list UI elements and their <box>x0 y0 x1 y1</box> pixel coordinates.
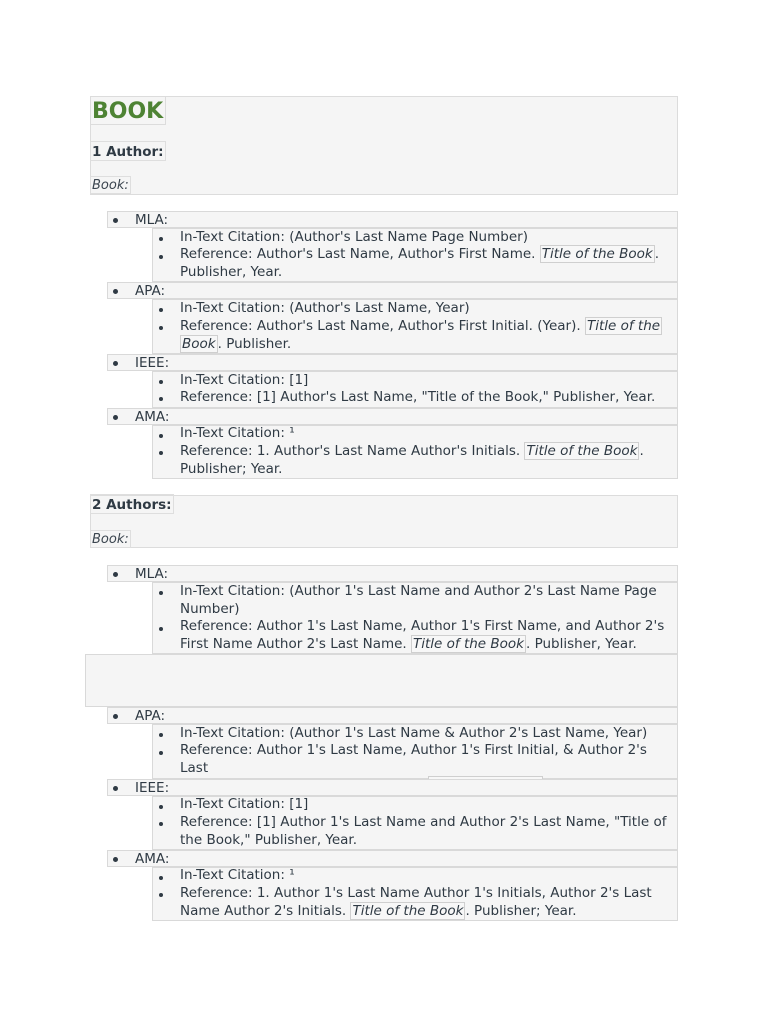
bullet-icon <box>159 237 163 241</box>
section2-mla-label: MLA: <box>135 566 169 582</box>
section1-ama-reference: Reference: 1. Author's Last Name Author's Initials. Title of the Book . Publisher; Year. <box>180 443 644 477</box>
bullet-icon <box>113 415 118 420</box>
bullet-icon <box>113 572 118 577</box>
section1-apa-reference: Reference: Author's Last Name, Author's First Initial. (Year). Title of the Book . Publisher. <box>180 318 661 352</box>
bullet-icon <box>159 822 163 826</box>
bullet-icon <box>113 857 118 862</box>
section1-mla-intext: In-Text Citation: (Author's Last Name Page Number) <box>180 229 528 245</box>
bullet-icon <box>159 397 163 401</box>
bullet-icon <box>159 434 163 438</box>
section2-header-box <box>90 495 678 548</box>
bullet-icon <box>159 893 163 897</box>
section1-header-box <box>90 96 678 195</box>
section2-mla-reference: Reference: Author 1's Last Name, Author 1's First Name, and Author 2's First Name Author 2's Last Name. Title of the Book . Publisher, Year. <box>180 618 665 652</box>
blank-block <box>85 654 678 707</box>
bullet-icon <box>113 218 118 223</box>
bullet-icon <box>159 591 163 595</box>
section1-mla-reference: Reference: Author's Last Name, Author's First Name. Title of the Book . Publisher, Year. <box>180 246 660 280</box>
section1-ama-intext: In-Text Citation: ¹ <box>180 425 295 441</box>
bullet-icon <box>159 805 163 809</box>
section1-apa-row <box>107 282 678 299</box>
section2-ieee-reference: Reference: [1] Author 1's Last Name and Author 2's Last Name, "Title of the Book," Publisher, Year. <box>180 814 667 848</box>
section1-book-label: Book: <box>92 178 129 193</box>
section2-mla-intext: In-Text Citation: (Author 1's Last Name and Author 2's Last Name Page Number) <box>180 583 657 617</box>
section1-ama-label: AMA: <box>135 409 170 425</box>
section1-apa-intext: In-Text Citation: (Author's Last Name, Year) <box>180 300 470 316</box>
section2-apa-row <box>107 707 678 724</box>
bullet-icon <box>159 733 163 737</box>
bullet-icon <box>113 361 118 366</box>
page-title: BOOK <box>90 96 166 125</box>
section1-mla-label: MLA: <box>135 212 169 228</box>
bullet-icon <box>113 714 118 719</box>
section2-ama-row <box>107 850 678 867</box>
bullet-icon <box>159 255 163 259</box>
section2-ieee-row <box>107 779 678 796</box>
section1-ama-row <box>107 408 678 425</box>
section2-ama-label: AMA: <box>135 851 170 867</box>
section1-apa-label: APA: <box>135 283 166 299</box>
book-title-italic: Title of the Book <box>541 246 653 262</box>
section1-ieee-row <box>107 354 678 371</box>
section1-heading: 1 Author: <box>90 141 166 161</box>
bullet-icon <box>159 308 163 312</box>
section1-ieee-label: IEEE: <box>135 355 170 371</box>
section2-apa-intext: In-Text Citation: (Author 1's Last Name & Author 2's Last Name, Year) <box>180 725 648 741</box>
section1-mla-row <box>107 211 678 228</box>
section2-mla-row <box>107 565 678 582</box>
section2-heading: 2 Authors: <box>90 494 174 514</box>
bullet-icon <box>159 326 163 330</box>
bullet-icon <box>159 380 163 384</box>
section2-book-label: Book: <box>92 532 129 547</box>
bullet-icon <box>159 876 163 880</box>
bullet-icon <box>159 751 163 755</box>
bullet-icon <box>113 289 118 294</box>
section2-ama-intext: In-Text Citation: ¹ <box>180 867 295 883</box>
bullet-icon <box>113 786 118 791</box>
section2-ieee-intext: In-Text Citation: [1] <box>180 796 309 812</box>
bullet-icon <box>159 451 163 455</box>
section1-ieee-reference: Reference: [1] Author's Last Name, "Title of the Book," Publisher, Year. <box>180 389 656 405</box>
section2-apa-label: APA: <box>135 708 166 724</box>
section2-apa-reference: Reference: Author 1's Last Name, Author 1's First Initial, & Author 2's Last <box>180 742 674 795</box>
section2-ama-reference: Reference: 1. Author 1's Last Name Author 1's Initials, Author 2's Last Name Author 2's Initials. Title of the Book . Publisher; Year. <box>180 885 652 919</box>
section1-ieee-intext: In-Text Citation: [1] <box>180 372 309 388</box>
bullet-icon <box>159 627 163 631</box>
section2-ieee-label: IEEE: <box>135 780 170 796</box>
